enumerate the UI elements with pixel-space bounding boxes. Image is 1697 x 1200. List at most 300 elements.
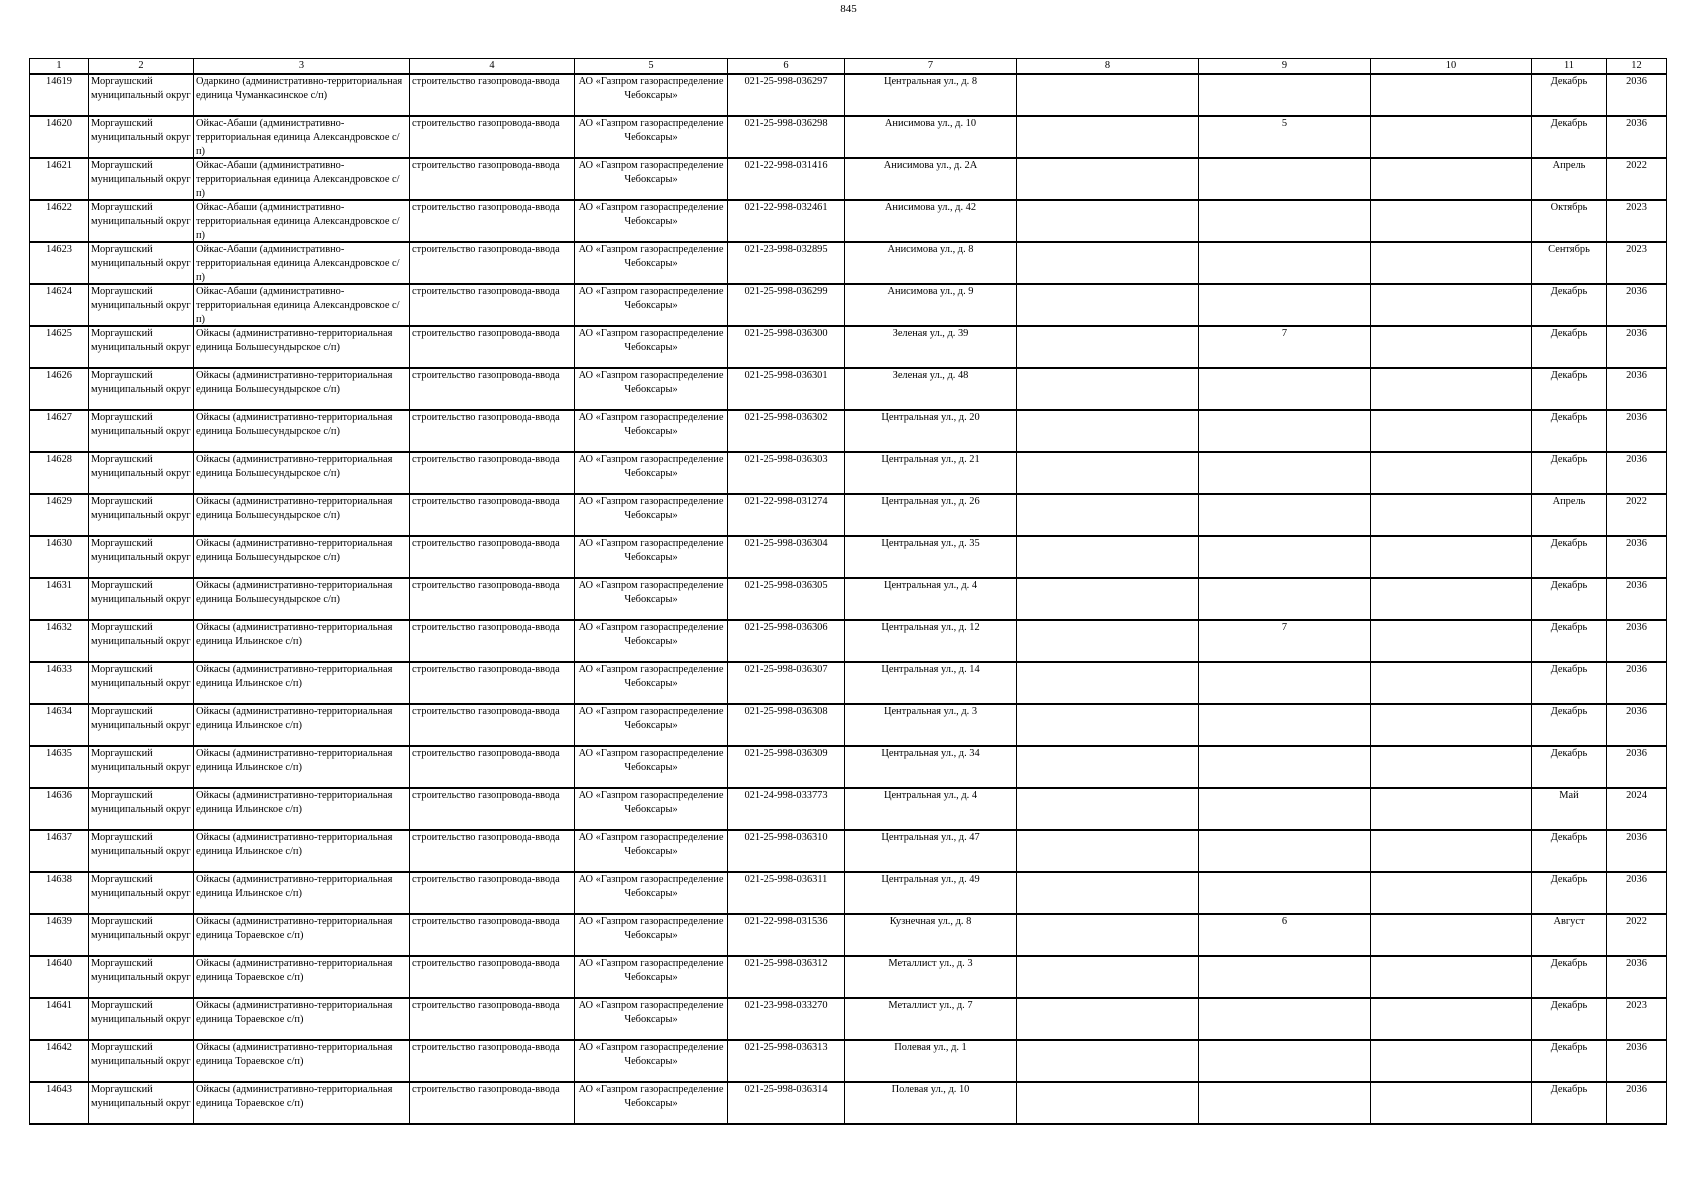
table-cell-col-8 <box>1017 872 1199 914</box>
cell-text: Декабрь <box>1550 580 1588 591</box>
table-cell-col-12 <box>1607 914 1667 956</box>
table-cell-col-7 <box>845 536 1017 578</box>
table-cell-col-6 <box>728 788 845 830</box>
cell-text: 14624 <box>46 286 72 297</box>
cell-text: Ойкасы (административно-территориальная единица Тораевское с/п) <box>196 916 393 941</box>
cell-text: Моргаушский муниципальный округ <box>91 748 191 773</box>
cell-text: АО «Газпром газораспределение Чебоксары» <box>578 286 724 311</box>
table-cell-col-2 <box>89 872 194 914</box>
table-cell-col-4 <box>410 956 575 998</box>
table-row <box>30 998 1667 1040</box>
cell-text: 021-25-998-036303 <box>744 454 828 465</box>
cell-text: Моргаушский муниципальный округ <box>91 118 191 143</box>
table-cell-col-6 <box>728 578 845 620</box>
cell-text <box>1019 789 1196 829</box>
table-cell-col-11 <box>1532 284 1607 326</box>
cell-text: Центральная ул., д. 49 <box>881 874 980 885</box>
table-cell-col-10 <box>1371 1040 1532 1082</box>
table-cell-col-3 <box>194 284 410 326</box>
cell-text: строительство газопровода-ввода <box>412 1000 560 1011</box>
table-cell-col-8 <box>1017 704 1199 746</box>
table-cell-col-11 <box>1532 704 1607 746</box>
cell-text: строительство газопровода-ввода <box>412 244 560 255</box>
cell-text: 2036 <box>1626 1084 1647 1095</box>
table-cell-col-5 <box>575 998 728 1040</box>
cell-text: Металлист ул., д. 7 <box>888 1000 973 1011</box>
cell-text: Моргаушский муниципальный округ <box>91 244 191 269</box>
table-cell-col-10 <box>1371 200 1532 242</box>
table-cell-col-9 <box>1199 746 1371 788</box>
cell-text <box>1373 1083 1529 1123</box>
table-cell-col-10 <box>1371 284 1532 326</box>
cell-text: 021-25-998-036297 <box>744 76 828 87</box>
table-cell-col-5 <box>575 620 728 662</box>
table-cell-col-9 <box>1199 872 1371 914</box>
cell-text: 021-25-998-036314 <box>744 1084 828 1095</box>
table-row <box>30 1082 1667 1124</box>
cell-text: Моргаушский муниципальный округ <box>91 160 191 185</box>
table-row <box>30 536 1667 578</box>
cell-text: строительство газопровода-ввода <box>412 538 560 549</box>
table-cell-col-10 <box>1371 368 1532 410</box>
table-cell-col-2 <box>89 536 194 578</box>
cell-text <box>1019 159 1196 199</box>
table-cell-col-7 <box>845 746 1017 788</box>
table-cell-col-1 <box>30 872 89 914</box>
cell-text: 14620 <box>46 118 72 129</box>
table-cell-col-2 <box>89 662 194 704</box>
cell-text: Центральная ул., д. 35 <box>881 538 980 549</box>
cell-text: 021-22-998-032461 <box>744 202 828 213</box>
cell-text: АО «Газпром газораспределение Чебоксары» <box>578 328 724 353</box>
table-cell-col-1 <box>30 704 89 746</box>
cell-text: Декабрь <box>1550 664 1588 675</box>
cell-text: АО «Газпром газораспределение Чебоксары» <box>578 958 724 983</box>
cell-text <box>1019 1083 1196 1123</box>
table-cell-col-12 <box>1607 452 1667 494</box>
cell-text: Центральная ул., д. 4 <box>883 790 978 801</box>
cell-text: 14631 <box>46 580 72 591</box>
cell-text: 2036 <box>1626 412 1647 423</box>
cell-text: 14638 <box>46 874 72 885</box>
table-cell-col-8 <box>1017 74 1199 116</box>
column-header-8: 8 <box>1017 59 1199 75</box>
cell-text: АО «Газпром газораспределение Чебоксары» <box>578 160 724 185</box>
table-cell-col-6 <box>728 116 845 158</box>
table-cell-col-12 <box>1607 494 1667 536</box>
cell-text <box>1201 1041 1368 1081</box>
cell-text <box>1019 873 1196 913</box>
table-cell-col-9 <box>1199 452 1371 494</box>
table-cell-col-2 <box>89 788 194 830</box>
table-cell-col-5 <box>575 368 728 410</box>
cell-text: строительство газопровода-ввода <box>412 454 560 465</box>
cell-text <box>1019 495 1196 535</box>
table-cell-col-4 <box>410 410 575 452</box>
cell-text: Май <box>1559 790 1579 801</box>
cell-text <box>1373 159 1529 199</box>
column-header-3: 3 <box>194 59 410 75</box>
table-cell-col-5 <box>575 1082 728 1124</box>
table-row <box>30 704 1667 746</box>
cell-text <box>1019 327 1196 367</box>
cell-text: Декабрь <box>1550 1000 1588 1011</box>
table-cell-col-5 <box>575 1040 728 1082</box>
table-cell-col-7 <box>845 620 1017 662</box>
table-cell-col-4 <box>410 1040 575 1082</box>
cell-text: Август <box>1553 916 1585 927</box>
cell-text: 14622 <box>46 202 72 213</box>
cell-text: Моргаушский муниципальный округ <box>91 790 191 815</box>
table-cell-col-1 <box>30 494 89 536</box>
cell-text: 14642 <box>46 1042 72 1053</box>
table-cell-col-4 <box>410 494 575 536</box>
table-cell-col-3 <box>194 914 410 956</box>
table-cell-col-5 <box>575 326 728 368</box>
table-cell-col-9 <box>1199 158 1371 200</box>
table-cell-col-4 <box>410 746 575 788</box>
table-cell-col-8 <box>1017 578 1199 620</box>
cell-text <box>1373 495 1529 535</box>
cell-text: строительство газопровода-ввода <box>412 1042 560 1053</box>
cell-text: Моргаушский муниципальный округ <box>91 706 191 731</box>
cell-text: 14643 <box>46 1084 72 1095</box>
table-cell-col-2 <box>89 200 194 242</box>
table-cell-col-5 <box>575 452 728 494</box>
table-cell-col-1 <box>30 410 89 452</box>
cell-text: Моргаушский муниципальный округ <box>91 496 191 521</box>
table-cell-col-7 <box>845 956 1017 998</box>
cell-text <box>1373 369 1529 409</box>
cell-text: Ойкасы (административно-территориальная единица Ильинское с/п) <box>196 706 393 731</box>
cell-text <box>1373 117 1529 157</box>
table-cell-col-2 <box>89 998 194 1040</box>
table-cell-col-12 <box>1607 956 1667 998</box>
table-cell-col-7 <box>845 578 1017 620</box>
table-cell-col-1 <box>30 998 89 1040</box>
cell-text: АО «Газпром газораспределение Чебоксары» <box>578 538 724 563</box>
table-cell-col-5 <box>575 704 728 746</box>
cell-text: 021-24-998-033773 <box>744 790 828 801</box>
table-cell-col-11 <box>1532 452 1607 494</box>
table-cell-col-6 <box>728 620 845 662</box>
table-row <box>30 200 1667 242</box>
cell-text <box>1019 831 1196 871</box>
table-cell-col-9 <box>1199 914 1371 956</box>
cell-text: Ойкасы (административно-территориальная единица Большесундырское с/п) <box>196 496 393 521</box>
table-cell-col-12 <box>1607 536 1667 578</box>
cell-text: 2036 <box>1626 538 1647 549</box>
cell-text <box>1201 873 1368 913</box>
cell-text <box>1373 705 1529 745</box>
table-cell-col-2 <box>89 494 194 536</box>
cell-text: строительство газопровода-ввода <box>412 790 560 801</box>
table-cell-col-12 <box>1607 368 1667 410</box>
table-cell-col-7 <box>845 326 1017 368</box>
table-cell-col-8 <box>1017 1040 1199 1082</box>
cell-text: Центральная ул., д. 12 <box>881 622 980 633</box>
cell-text: 2036 <box>1626 580 1647 591</box>
table-cell-col-11 <box>1532 872 1607 914</box>
cell-text <box>1201 159 1368 199</box>
cell-text <box>1019 621 1196 661</box>
cell-text: Анисимова ул., д. 9 <box>887 286 974 297</box>
table-cell-col-4 <box>410 1082 575 1124</box>
cell-text: Металлист ул., д. 3 <box>888 958 973 969</box>
table-cell-col-8 <box>1017 620 1199 662</box>
table-cell-col-9 <box>1199 788 1371 830</box>
table-cell-col-6 <box>728 746 845 788</box>
cell-text: Ойкасы (административно-территориальная единица Ильинское с/п) <box>196 622 393 647</box>
table-cell-col-6 <box>728 956 845 998</box>
table-cell-col-5 <box>575 74 728 116</box>
cell-text <box>1201 201 1368 241</box>
table-cell-col-7 <box>845 200 1017 242</box>
table-cell-col-12 <box>1607 998 1667 1040</box>
cell-text <box>1019 117 1196 157</box>
table-cell-col-1 <box>30 536 89 578</box>
cell-text: Моргаушский муниципальный округ <box>91 1084 191 1109</box>
cell-text: 2036 <box>1626 958 1647 969</box>
cell-text: 021-25-998-036310 <box>744 832 828 843</box>
cell-text: строительство газопровода-ввода <box>412 496 560 507</box>
cell-text: Декабрь <box>1550 958 1588 969</box>
cell-text <box>1373 75 1529 115</box>
table-cell-col-3 <box>194 746 410 788</box>
cell-text: 021-25-998-036302 <box>744 412 828 423</box>
cell-text: строительство газопровода-ввода <box>412 286 560 297</box>
table-cell-col-10 <box>1371 704 1532 746</box>
table-cell-col-11 <box>1532 1082 1607 1124</box>
table-cell-col-5 <box>575 116 728 158</box>
table-cell-col-4 <box>410 368 575 410</box>
cell-text: 021-25-998-036306 <box>744 622 828 633</box>
cell-text: Ойкасы (административно-территориальная единица Ильинское с/п) <box>196 790 393 815</box>
cell-text: 021-25-998-036313 <box>744 1042 828 1053</box>
table-cell-col-2 <box>89 116 194 158</box>
cell-text: Моргаушский муниципальный округ <box>91 370 191 395</box>
cell-text: АО «Газпром газораспределение Чебоксары» <box>578 706 724 731</box>
table-body <box>30 74 1667 1124</box>
table-cell-col-2 <box>89 410 194 452</box>
cell-text <box>1201 831 1368 871</box>
cell-text: Центральная ул., д. 8 <box>883 76 978 87</box>
cell-text: Декабрь <box>1550 706 1588 717</box>
table-cell-col-3 <box>194 998 410 1040</box>
table-cell-col-7 <box>845 1082 1017 1124</box>
cell-text: 7 <box>1281 622 1288 633</box>
cell-text: строительство газопровода-ввода <box>412 916 560 927</box>
cell-text <box>1019 453 1196 493</box>
cell-text: строительство газопровода-ввода <box>412 1084 560 1095</box>
table-cell-col-10 <box>1371 74 1532 116</box>
cell-text <box>1373 411 1529 451</box>
cell-text <box>1201 789 1368 829</box>
cell-text: АО «Газпром газораспределение Чебоксары» <box>578 832 724 857</box>
table-cell-col-4 <box>410 662 575 704</box>
cell-text: АО «Газпром газораспределение Чебоксары» <box>578 916 724 941</box>
cell-text <box>1373 453 1529 493</box>
table-cell-col-3 <box>194 956 410 998</box>
table-cell-col-4 <box>410 830 575 872</box>
table-cell-col-3 <box>194 872 410 914</box>
column-header-5: 5 <box>575 59 728 75</box>
table-cell-col-6 <box>728 872 845 914</box>
cell-text: АО «Газпром газораспределение Чебоксары» <box>578 454 724 479</box>
cell-text: 021-25-998-036298 <box>744 118 828 129</box>
table-cell-col-7 <box>845 368 1017 410</box>
table-cell-col-9 <box>1199 578 1371 620</box>
table-cell-col-10 <box>1371 956 1532 998</box>
cell-text: Анисимова ул., д. 8 <box>887 244 974 255</box>
table-cell-col-2 <box>89 326 194 368</box>
table-cell-col-11 <box>1532 578 1607 620</box>
cell-text: 14640 <box>46 958 72 969</box>
cell-text <box>1201 1083 1368 1123</box>
table-cell-col-2 <box>89 620 194 662</box>
table-cell-col-8 <box>1017 242 1199 284</box>
cell-text: Декабрь <box>1550 76 1588 87</box>
table-cell-col-12 <box>1607 620 1667 662</box>
table-row <box>30 662 1667 704</box>
table-cell-col-3 <box>194 74 410 116</box>
column-header-11: 11 <box>1532 59 1607 75</box>
cell-text: Моргаушский муниципальный округ <box>91 580 191 605</box>
table-cell-col-9 <box>1199 74 1371 116</box>
cell-text: 021-23-998-032895 <box>744 244 828 255</box>
cell-text: 14633 <box>46 664 72 675</box>
table-cell-col-8 <box>1017 536 1199 578</box>
register-table <box>29 58 1667 1125</box>
cell-text: Моргаушский муниципальный округ <box>91 874 191 899</box>
table-cell-col-11 <box>1532 956 1607 998</box>
table-cell-col-11 <box>1532 242 1607 284</box>
table-cell-col-12 <box>1607 788 1667 830</box>
table-cell-col-8 <box>1017 956 1199 998</box>
cell-text: 14628 <box>46 454 72 465</box>
column-header-12: 12 <box>1607 59 1667 75</box>
cell-text: 021-22-998-031536 <box>744 916 828 927</box>
table-cell-col-8 <box>1017 830 1199 872</box>
table-cell-col-9 <box>1199 410 1371 452</box>
table-cell-col-3 <box>194 620 410 662</box>
cell-text: Моргаушский муниципальный округ <box>91 1042 191 1067</box>
table-cell-col-6 <box>728 662 845 704</box>
table-cell-col-4 <box>410 326 575 368</box>
cell-text: АО «Газпром газораспределение Чебоксары» <box>578 76 724 101</box>
table-cell-col-1 <box>30 158 89 200</box>
table-cell-col-9 <box>1199 830 1371 872</box>
cell-text: 2036 <box>1626 454 1647 465</box>
cell-text: строительство газопровода-ввода <box>412 160 560 171</box>
cell-text <box>1019 369 1196 409</box>
cell-text: Анисимова ул., д. 42 <box>884 202 977 213</box>
cell-text: Моргаушский муниципальный округ <box>91 286 191 311</box>
cell-text: 14619 <box>46 76 72 87</box>
cell-text: Центральная ул., д. 47 <box>881 832 980 843</box>
table-cell-col-2 <box>89 74 194 116</box>
cell-text: 2036 <box>1626 286 1647 297</box>
table-cell-col-10 <box>1371 536 1532 578</box>
table-cell-col-12 <box>1607 326 1667 368</box>
cell-text: 2036 <box>1626 832 1647 843</box>
cell-text: 14623 <box>46 244 72 255</box>
table-cell-col-12 <box>1607 1040 1667 1082</box>
table-cell-col-3 <box>194 200 410 242</box>
table-cell-col-7 <box>845 830 1017 872</box>
table-row <box>30 494 1667 536</box>
table-cell-col-8 <box>1017 368 1199 410</box>
cell-text: 021-25-998-036312 <box>744 958 828 969</box>
table-cell-col-7 <box>845 158 1017 200</box>
table-cell-col-11 <box>1532 158 1607 200</box>
cell-text: Ойкасы (административно-территориальная единица Тораевское с/п) <box>196 1042 393 1067</box>
table-cell-col-1 <box>30 620 89 662</box>
cell-text: АО «Газпром газораспределение Чебоксары» <box>578 244 724 269</box>
table-cell-col-10 <box>1371 494 1532 536</box>
table-cell-col-8 <box>1017 284 1199 326</box>
cell-text: Ойкасы (административно-территориальная единица Тораевское с/п) <box>196 1084 393 1109</box>
table-cell-col-2 <box>89 368 194 410</box>
table-cell-col-7 <box>845 662 1017 704</box>
cell-text: Центральная ул., д. 20 <box>881 412 980 423</box>
table-cell-col-9 <box>1199 326 1371 368</box>
cell-text: Зеленая ул., д. 39 <box>892 328 969 339</box>
cell-text: 021-25-998-036301 <box>744 370 828 381</box>
table-cell-col-12 <box>1607 830 1667 872</box>
table-cell-col-9 <box>1199 116 1371 158</box>
table-cell-col-10 <box>1371 158 1532 200</box>
table-cell-col-7 <box>845 284 1017 326</box>
table-cell-col-6 <box>728 368 845 410</box>
table-cell-col-4 <box>410 242 575 284</box>
table-cell-col-8 <box>1017 452 1199 494</box>
table-cell-col-3 <box>194 494 410 536</box>
cell-text: АО «Газпром газораспределение Чебоксары» <box>578 874 724 899</box>
table-row <box>30 872 1667 914</box>
cell-text: Зеленая ул., д. 48 <box>892 370 969 381</box>
table-cell-col-9 <box>1199 536 1371 578</box>
table-cell-col-5 <box>575 536 728 578</box>
table-cell-col-3 <box>194 410 410 452</box>
cell-text: строительство газопровода-ввода <box>412 202 560 213</box>
table-cell-col-9 <box>1199 662 1371 704</box>
table-cell-col-3 <box>194 452 410 494</box>
cell-text <box>1373 621 1529 661</box>
table-cell-col-12 <box>1607 158 1667 200</box>
table-cell-col-1 <box>30 578 89 620</box>
cell-text: АО «Газпром газораспределение Чебоксары» <box>578 748 724 773</box>
cell-text: 021-25-998-036300 <box>744 328 828 339</box>
table-cell-col-6 <box>728 1082 845 1124</box>
cell-text: строительство газопровода-ввода <box>412 832 560 843</box>
cell-text: АО «Газпром газораспределение Чебоксары» <box>578 1042 724 1067</box>
table-cell-col-9 <box>1199 1082 1371 1124</box>
table-cell-col-12 <box>1607 704 1667 746</box>
table-cell-col-7 <box>845 452 1017 494</box>
cell-text <box>1019 75 1196 115</box>
table-cell-col-11 <box>1532 1040 1607 1082</box>
table-cell-col-4 <box>410 620 575 662</box>
table-cell-col-3 <box>194 662 410 704</box>
column-header-2: 2 <box>89 59 194 75</box>
cell-text: Декабрь <box>1550 286 1588 297</box>
table-cell-col-6 <box>728 452 845 494</box>
cell-text: 2036 <box>1626 748 1647 759</box>
cell-text: строительство газопровода-ввода <box>412 370 560 381</box>
cell-text <box>1201 537 1368 577</box>
table-row <box>30 284 1667 326</box>
